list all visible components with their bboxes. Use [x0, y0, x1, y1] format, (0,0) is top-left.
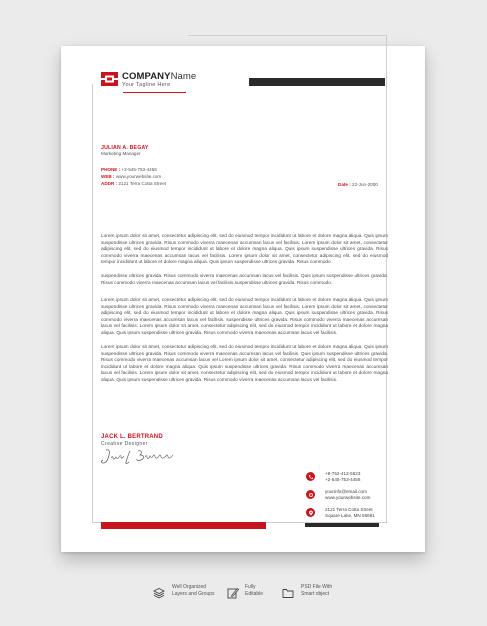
- signer-role: Creative Designer: [101, 441, 148, 447]
- body-paragraph-2: suspendisse ultrices gravida. Risus commodo viverra maecenas accumsan lacus vel facilisis. Quis ipsum suspendisse ultrices gravida. Risus commodo viverra maecenas accumsan lacus vel facilisis.suspendisse ultrices gravida. Risus commodo.: [101, 274, 388, 286]
- body-paragraph-1: Lorem ipsum dolor sit amet, consectetur adipiscing elit, sed do eiusmod tempor incididunt ut labore et dolore magna aliqua. Quis ipsum suspendisse ultrices gravida. Risus commodo viverra maecenas accumsan lacus vel facilisis. Lorem ipsum dolor sit amet, consectetur adipiscing elit, sed do eiusmod tempor incididunt ut labore et dolore magna aliqua. Quis ipsum suspendisse ultrices gravida. Risus commodo viverra maecenas accumsan lacus vel facilisis. Lorem ipsum dolor sit amet, consectetur adipiscing elit, sed do eiusmod tempor incididunt ut labore et dolore magna aliqua. Quis ipsum suspendisse ultrices gravida. Risus commodo: [101, 234, 388, 266]
- frame-line-left: [92, 84, 93, 523]
- location-icon: [306, 508, 315, 517]
- footer-address-1: 2121 Terra Cotta Street: [325, 507, 373, 512]
- web-value: www.yourwebsite.com: [115, 174, 162, 179]
- header-accent-bar: [249, 78, 385, 86]
- feature-editable: [245, 584, 263, 597]
- feature-editable-line1: Fully: [245, 584, 256, 590]
- feature-layers: [172, 584, 215, 597]
- recipient-address: [101, 181, 166, 186]
- feature-psd: [301, 584, 332, 597]
- handwritten-signature: [100, 446, 176, 468]
- recipient-web: [101, 174, 161, 179]
- web-label: WEB :: [101, 174, 115, 179]
- frame-line-top: [188, 35, 387, 36]
- footer-red-bar: [101, 522, 266, 529]
- phone-value: +2-545-753-4456: [121, 167, 157, 172]
- signer-name: JACK L. BERTRAND: [101, 434, 163, 440]
- phone-icon: [306, 472, 315, 481]
- company-name-bold: COMPANY: [122, 71, 171, 82]
- footer-website: www.yourwebsite.com: [325, 495, 371, 500]
- feature-layers-line1: Well Organized: [172, 584, 207, 590]
- feature-editable-line2: Editable: [245, 590, 264, 597]
- body-paragraph-3: Lorem ipsum dolor sit amet, consectetur adipiscing elit, sed do eiusmod tempor incididunt ut labore et dolore magna aliqua. Quis ipsum suspendisse ultrices gravida. Risus commodo viverra maecenas accumsan lacus vel facilisis. Lorem ipsum dolor sit amet, consectetur adipiscing elit, sed do eiusmod tempor incididunt ut labore et dolore magna aliqua. Quis ipsum suspendisse ultrices gravida. Risus commodo viverra maecenas accumsan lacus vel facilisis. suspendisse ultrices gravida. Risus commodo viverra maecenas accumsan lacus vel facilisis. Lorem ipsum dolor sit amet, consectetur adipiscing elit, sed do eiusmod tempor incididunt ut labore et dolore magna aliqua. Quis ipsum suspendisse ultrices gravida. Risus commodo viverra maecenas accumsan lacus vel facilisis.: [101, 298, 388, 336]
- feature-psd-line2: Smart object: [301, 590, 330, 597]
- date-value: 22-Jun-2000: [352, 182, 378, 187]
- edit-icon: [227, 587, 239, 599]
- date-label: Date :: [338, 182, 351, 187]
- body-paragraph-4: Lorem ipsum dolor sit amet, consectetur adipiscing elit, sed do eiusmod tempor incididunt ut labore et dolore magna aliqua. Quis ipsum suspendisse ultrices gravida. Risus commodo viverra maecenas accumsan lacus vel facilisis. Quis ipsum suspendisse ultrices gravida. Risus commodo viverra maecenas accumsan lacus vel Lorem ipsum dolor sit amet, consectetur adipiscing elit, sed do eiusmod tempor incididunt ut labore et dolore magna aliqua. Quis ipsum suspendisse ultrices gravida. Risus commodo viverra maecenas accumsan lacus vel facilisis. Lorem ipsum dolor sit amet, consectetur adipiscing elit, sed do eiusmod tempor incididunt ut labore et dolore magna aliqua. Quis ipsum suspendisse ultrices gravida. Risus commodo viverra maecenas accumsan lacus vel facilisis.: [101, 345, 388, 383]
- company-logo-icon: [101, 72, 118, 86]
- addr-label: ADDR :: [101, 181, 118, 186]
- footer-email: yourinfo@email.com: [325, 489, 367, 494]
- company-name: [122, 72, 196, 82]
- addr-value: 2121 Terra Cotta Street: [118, 181, 167, 186]
- phone-label: PHONE :: [101, 167, 121, 172]
- tagline-underline: [123, 92, 186, 93]
- letter-date: [338, 182, 378, 187]
- footer-phone-2: +2-545-753-4456: [325, 477, 361, 482]
- footer-address-2: Square Lake, MN 56681: [325, 513, 375, 518]
- email-icon: [306, 490, 315, 499]
- company-tagline: Your Tagline Here: [122, 82, 171, 88]
- footer-dark-bar: [305, 523, 379, 527]
- company-name-regular: Name: [170, 71, 197, 82]
- footer-phone-1: +8-752-412-5623: [325, 471, 361, 476]
- layers-icon: [153, 587, 165, 599]
- feature-psd-line1: PSD File With: [301, 584, 333, 590]
- feature-layers-line2: Layers and Groups: [172, 590, 215, 597]
- recipient-role: Marketing Manager: [101, 151, 141, 156]
- recipient-name: JULIAN A. BEGAY: [101, 145, 149, 151]
- file-icon: [282, 587, 294, 599]
- recipient-phone: [101, 167, 157, 172]
